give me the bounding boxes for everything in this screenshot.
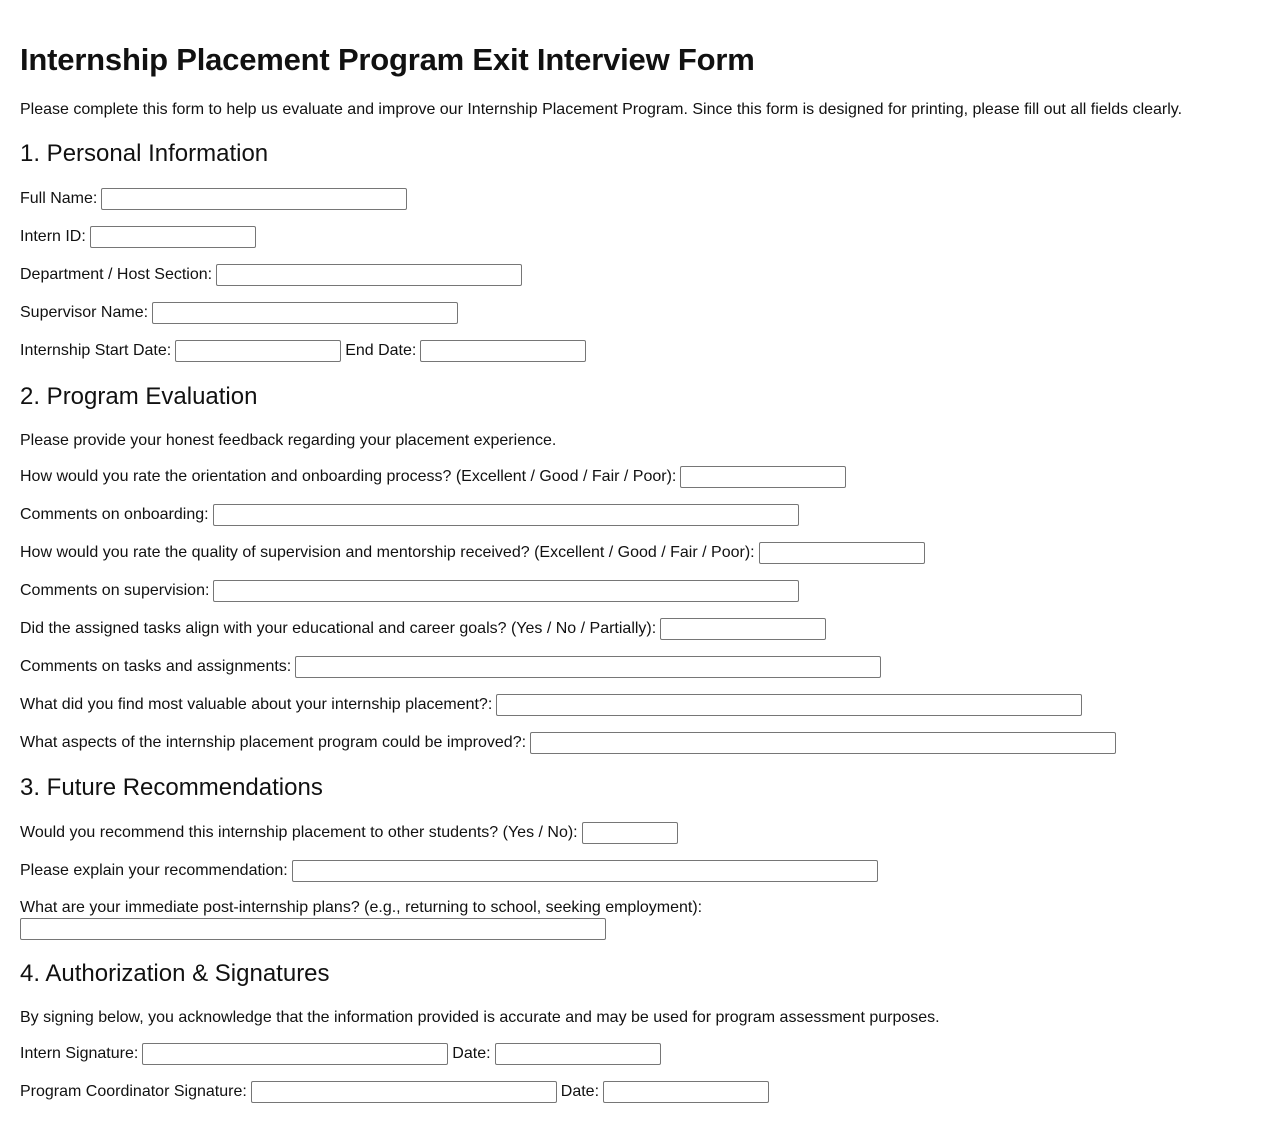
supervisor-row: [20, 302, 458, 324]
coordinator-date-label: Date:: [560, 1083, 600, 1100]
most-valuable-row: [20, 694, 1082, 716]
supervisor-label: Supervisor Name:: [20, 304, 149, 321]
tasks-comments-input[interactable]: [295, 656, 881, 678]
recommend-row: [20, 822, 678, 844]
supervision-comments-label: Comments on supervision:: [20, 582, 210, 599]
supervision-comments-input[interactable]: [213, 580, 799, 602]
section-heading-signatures: 4. Authorization & Signatures: [20, 960, 330, 987]
intern-date-input[interactable]: [495, 1043, 661, 1065]
improvements-row: [20, 732, 1116, 754]
plans-input[interactable]: [20, 918, 606, 940]
department-input[interactable]: [216, 264, 522, 286]
onboarding-comments-label: Comments on onboarding:: [20, 506, 209, 523]
signatures-intro: By signing below, you acknowledge that the information provided is accurate and may be used for program assessment purposes.: [20, 1009, 940, 1026]
full-name-row: [20, 188, 407, 210]
onboarding-comments-row: [20, 504, 799, 526]
end-date-label: End Date:: [345, 342, 417, 359]
intern-id-row: [20, 226, 256, 248]
internship-dates-row: [20, 340, 586, 362]
explain-input[interactable]: [292, 860, 878, 882]
most-valuable-input[interactable]: [496, 694, 1082, 716]
explain-row: [20, 860, 878, 882]
section-heading-evaluation: 2. Program Evaluation: [20, 383, 258, 410]
section-heading-recommendations: 3. Future Recommendations: [20, 774, 323, 801]
department-row: [20, 264, 522, 286]
department-label: Department / Host Section:: [20, 266, 213, 283]
intern-signature-label: Intern Signature:: [20, 1045, 139, 1062]
tasks-comments-label: Comments on tasks and assignments:: [20, 658, 292, 675]
intern-id-input[interactable]: [90, 226, 256, 248]
tasks-alignment-input[interactable]: [660, 618, 826, 640]
coordinator-signature-input[interactable]: [251, 1081, 557, 1103]
section-heading-personal: 1. Personal Information: [20, 140, 269, 167]
coordinator-signature-row: [20, 1081, 769, 1103]
tasks-comments-row: [20, 656, 881, 678]
coordinator-signature-label: Program Coordinator Signature:: [20, 1083, 247, 1100]
plans-label: What are your immediate post-internship plans? (e.g., returning to school, seeking employment):: [20, 899, 703, 916]
recommend-input[interactable]: [582, 822, 678, 844]
evaluation-intro: Please provide your honest feedback regarding your placement experience.: [20, 432, 557, 449]
onboarding-rating-input[interactable]: [680, 466, 846, 488]
full-name-input[interactable]: [101, 188, 407, 210]
supervision-comments-row: [20, 580, 799, 602]
improvements-label: What aspects of the internship placement program could be improved?:: [20, 734, 527, 751]
supervisor-input[interactable]: [152, 302, 458, 324]
intern-signature-row: [20, 1043, 661, 1065]
coordinator-date-input[interactable]: [603, 1081, 769, 1103]
end-date-input[interactable]: [420, 340, 586, 362]
intern-signature-input[interactable]: [142, 1043, 448, 1065]
form-intro: Please complete this form to help us evaluate and improve our Internship Placement Program. Since this form is designed for printing, please fill out all fields clearly.: [20, 101, 1183, 118]
page-title: Internship Placement Program Exit Interview Form: [20, 42, 755, 77]
start-date-input[interactable]: [175, 340, 341, 362]
tasks-alignment-label: Did the assigned tasks align with your educational and career goals? (Yes / No / Partially):: [20, 620, 657, 637]
full-name-label: Full Name:: [20, 190, 98, 207]
onboarding-rating-row: [20, 466, 846, 488]
supervision-rating-row: [20, 542, 925, 564]
most-valuable-label: What did you find most valuable about your internship placement?:: [20, 696, 493, 713]
tasks-alignment-row: [20, 618, 826, 640]
onboarding-comments-input[interactable]: [213, 504, 799, 526]
intern-date-label: Date:: [452, 1045, 491, 1062]
onboarding-rating-label: How would you rate the orientation and onboarding process? (Excellent / Good / Fair / Poor):: [20, 468, 677, 485]
improvements-input[interactable]: [530, 732, 1116, 754]
supervision-rating-label: How would you rate the quality of supervision and mentorship received? (Excellent / Good / Fair / Poor):: [20, 544, 755, 561]
supervision-rating-input[interactable]: [759, 542, 925, 564]
start-date-label: Internship Start Date:: [20, 342, 172, 359]
recommend-label: Would you recommend this internship placement to other students? (Yes / No):: [20, 824, 578, 841]
explain-label: Please explain your recommendation:: [20, 862, 288, 879]
intern-id-label: Intern ID:: [20, 228, 86, 245]
